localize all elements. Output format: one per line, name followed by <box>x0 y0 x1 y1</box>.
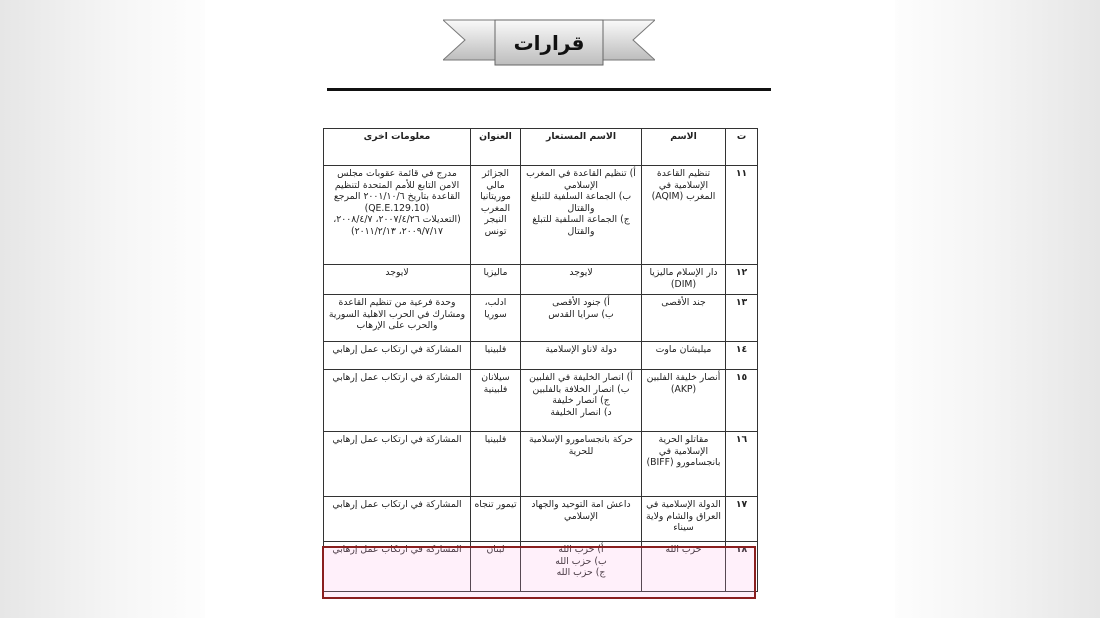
header-number: ت <box>726 129 758 166</box>
org-address: ادلب، سوريا <box>471 295 521 342</box>
org-info: المشاركة في ارتكاب عمل إرهابي <box>324 542 471 592</box>
org-alias: حركة بانجسامورو الإسلامية للحرية <box>521 432 642 497</box>
row-number: ١٧ <box>726 497 758 542</box>
org-name: الدولة الإسلامية في العراق والشام ولاية سيناء <box>642 497 726 542</box>
org-info: وحدة فرعية من تنظيم القاعدة ومشارك في الحرب الاهلية السورية والحرب على الإرهاب <box>324 295 471 342</box>
divider <box>327 88 771 91</box>
header-alias: الاسم المستعار <box>521 129 642 166</box>
header-address: العنوان <box>471 129 521 166</box>
table-row <box>324 265 758 295</box>
table-row <box>324 542 758 592</box>
org-address: فلبينيا <box>471 342 521 370</box>
org-alias: أ) جنود الأقصى ب) سرايا القدس <box>521 295 642 342</box>
org-alias: دولة لاناو الإسلامية <box>521 342 642 370</box>
org-name: تنظيم القاعدة الإسلامية في المغرب (AQIM) <box>642 166 726 265</box>
table-row <box>324 342 758 370</box>
row-number: ١٤ <box>726 342 758 370</box>
header-name: الاسم <box>642 129 726 166</box>
row-number: ١٢ <box>726 265 758 295</box>
decisions-table <box>323 128 758 592</box>
org-info: لايوجد <box>324 265 471 295</box>
org-name: ميليشان ماوت <box>642 342 726 370</box>
org-info: المشاركة في ارتكاب عمل إرهابي <box>324 497 471 542</box>
org-name: دار الإسلام ماليزيا (DIM) <box>642 265 726 295</box>
row-number: ١٨ <box>726 542 758 592</box>
org-alias: أ) انصار الخليفة في الفلبين ب) انصار الخلافة بالفلبين ج) انصار خليفة د) انصار الخليفة <box>521 370 642 432</box>
org-info: المشاركة في ارتكاب عمل إرهابي <box>324 342 471 370</box>
org-info: المشاركة في ارتكاب عمل إرهابي <box>324 432 471 497</box>
row-number: ١٥ <box>726 370 758 432</box>
org-address: فلبينيا <box>471 432 521 497</box>
org-name: حزب الله <box>642 542 726 592</box>
org-address: الجزائر مالي موريتانيا المغرب النيجر تونس <box>471 166 521 265</box>
org-info: مدرج في قائمة عقوبات مجلس الامن التابع للأمم المتحدة لتنظيم القاعدة بتاريخ ٢٠٠١/١٠/٦ المرجع (QE.E.129.10) (التعديلات ٢٠٠٧/٤/٢٦، ٢٠٠٨/٤/٧، ٢٠٠٩/٧/١٧، ٢٠١١/٢/١٣) <box>324 166 471 265</box>
org-alias: أ) تنظيم القاعدة في المغرب الإسلامي ب) الجماعة السلفية للتبلغ والقتال ج) الجماعة السلفية للتبلغ والقتال <box>521 166 642 265</box>
org-address: ماليزيا <box>471 265 521 295</box>
table-row <box>324 166 758 265</box>
row-number: ١١ <box>726 166 758 265</box>
org-address: سيلانان فلبينية <box>471 370 521 432</box>
table-row <box>324 497 758 542</box>
row-number: ١٦ <box>726 432 758 497</box>
banner-title: قرارات <box>513 30 585 55</box>
org-name: أنصار خليفة الفلبين (AKP) <box>642 370 726 432</box>
org-address: تيمور تنجاه <box>471 497 521 542</box>
table-row <box>324 432 758 497</box>
org-alias: أ) حزب الله ب) حزب الله ج) حزب الله <box>521 542 642 592</box>
org-address: لبنان <box>471 542 521 592</box>
org-name: مقاتلو الحرية الإسلامية في بانجسامورو (BIFF) <box>642 432 726 497</box>
org-alias: لايوجد <box>521 265 642 295</box>
org-info: المشاركة في ارتكاب عمل إرهابي <box>324 370 471 432</box>
row-number: ١٣ <box>726 295 758 342</box>
org-alias: داعش امة التوحيد والجهاد الإسلامي <box>521 497 642 542</box>
table-header <box>324 129 758 166</box>
table-row <box>324 370 758 432</box>
header-info: معلومات اخرى <box>324 129 471 166</box>
table-row <box>324 295 758 342</box>
org-name: جند الأقصى <box>642 295 726 342</box>
